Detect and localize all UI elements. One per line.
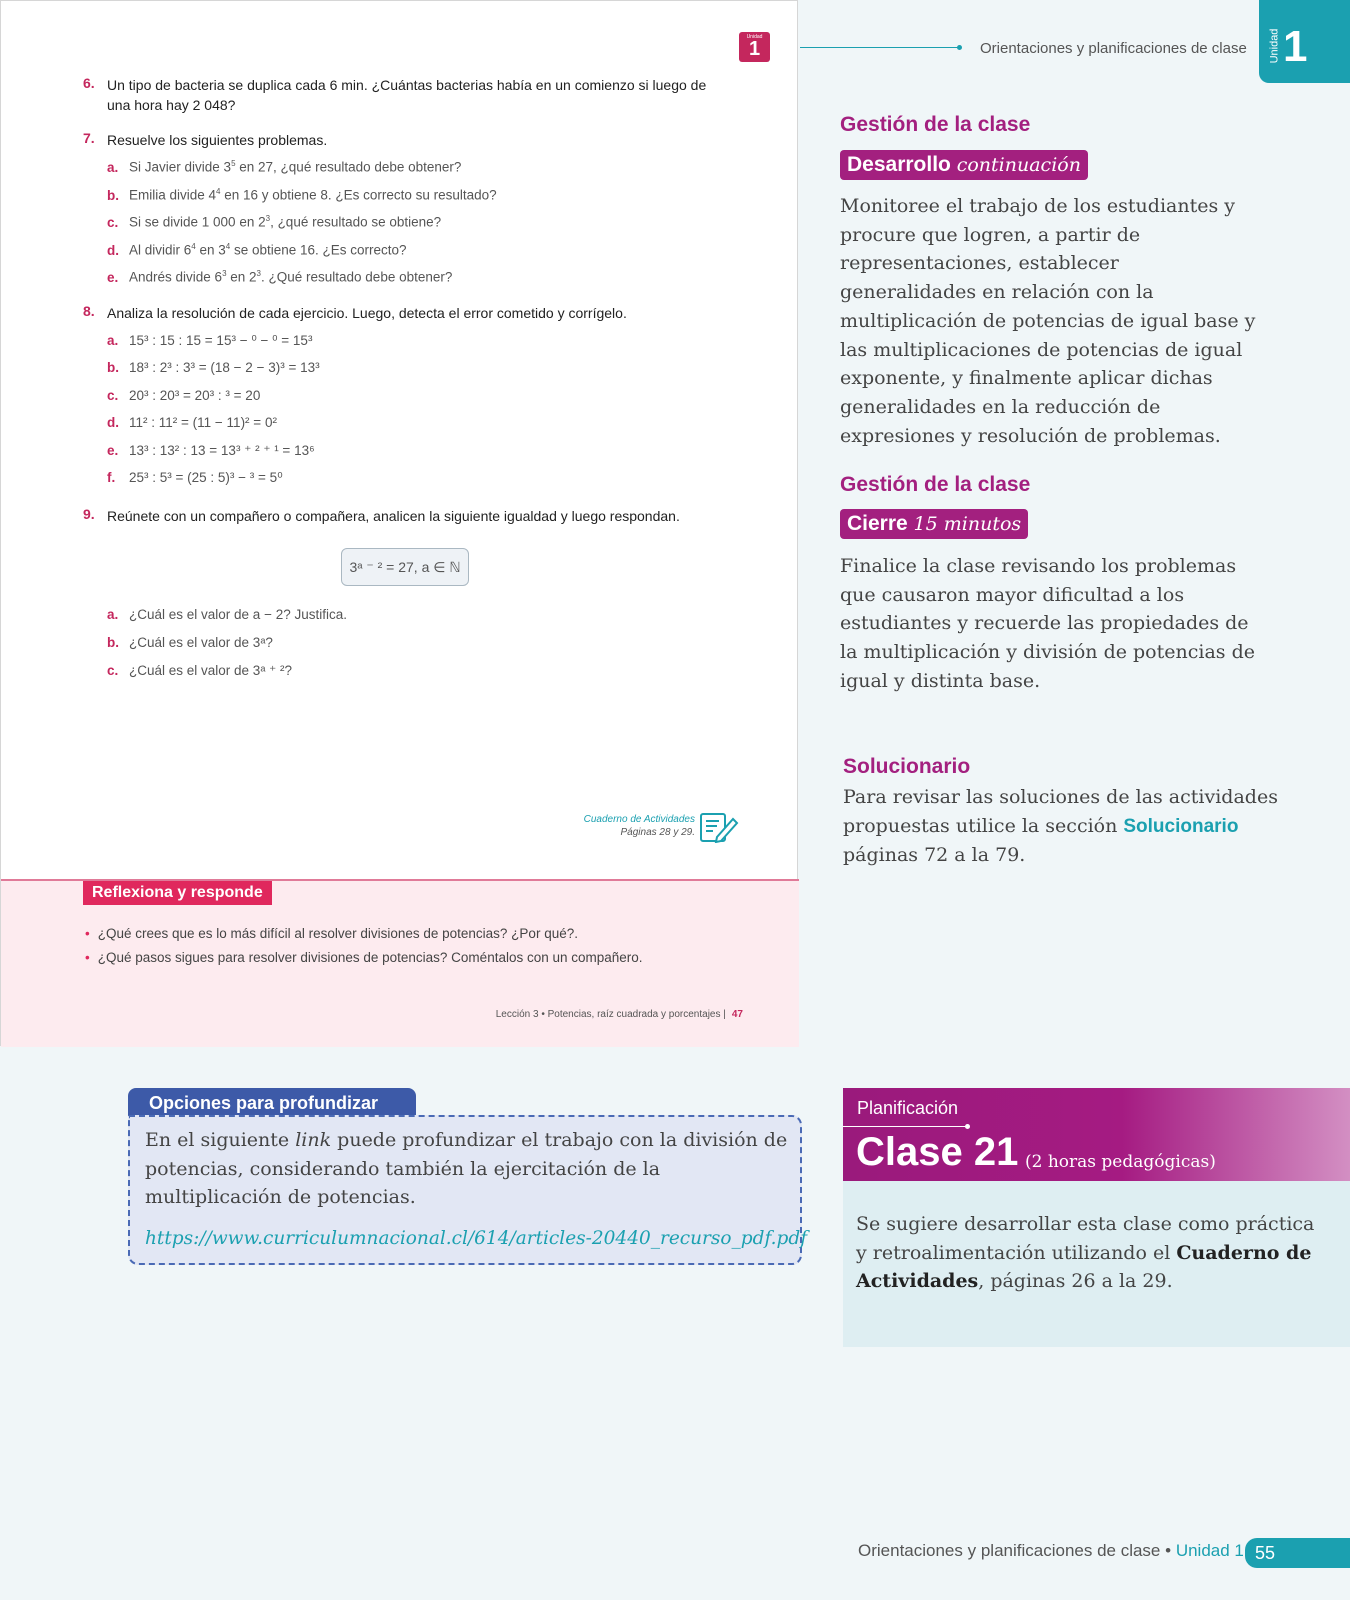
planificacion-body	[856, 1210, 1326, 1296]
profundizar-text	[145, 1126, 795, 1212]
item-text: en 3	[195, 242, 226, 258]
item-letter: a.	[107, 333, 119, 348]
item-letter: c.	[107, 663, 119, 678]
exercise-number: 9.	[83, 506, 95, 522]
exercise-7-item	[107, 187, 497, 203]
profundizar-text-emphasis: link	[295, 1129, 332, 1151]
phase-detail: continuación	[956, 154, 1081, 176]
reflexiona-section	[1, 879, 799, 1047]
reflexiona-item	[85, 950, 643, 965]
phase-badge-cierre	[840, 509, 1028, 539]
unit-badge	[739, 32, 770, 62]
exercise-8-item	[107, 360, 320, 375]
solucionario-title: Solucionario	[843, 755, 971, 778]
header-rule	[800, 47, 960, 48]
item-text: Emilia divide 4	[129, 187, 217, 203]
unit-tab-label: Unidad	[1268, 28, 1281, 64]
item-text: 11² : 11² = (11 − 11)² = 0²	[129, 415, 277, 430]
exercise-8-item	[107, 443, 315, 459]
footer-unit: Unidad 1	[1175, 1541, 1244, 1560]
exercise-7-item	[107, 242, 407, 258]
profundizar-title: Opciones para profundizar	[128, 1088, 416, 1118]
exercise-7-item	[107, 159, 461, 175]
solucionario-body	[843, 783, 1283, 870]
item-text: , ¿qué resultado se obtiene?	[270, 214, 442, 230]
item-text: Si se divide 1 000 en 2	[129, 214, 266, 230]
item-text: en 2	[226, 269, 257, 285]
gestion-body: Monitoree el trabajo de los estudiantes y procure que logren, a partir de representaciones, establecer generalidades en relación con la multiplicación de potencias de igual base y las multiplicaciones de potencias de igual exponente, y finalmente aplicar dichas generalidades en la reducción de expresiones y resolución de problemas.	[840, 195, 1256, 447]
exercise-number: 8.	[83, 303, 95, 319]
item-exponent: 4	[216, 187, 221, 196]
student-page	[0, 0, 798, 1046]
exercise-8-item	[107, 415, 277, 430]
exercise-9-item	[107, 607, 347, 622]
cuaderno-pages: Páginas 28 y 29.	[620, 827, 695, 838]
exercise-8-item	[107, 333, 312, 349]
item-letter: b.	[107, 187, 119, 203]
exercise-text: Resuelve los siguientes problemas.	[107, 132, 328, 148]
unit-badge-number: 1	[748, 38, 761, 60]
item-exponent: 3	[256, 269, 261, 278]
item-text: en 16 y obtiene 8. ¿Es correcto su resultado?	[220, 187, 497, 203]
exercise-8-item	[107, 470, 283, 486]
gestion-heading: Gestión de la clase	[840, 113, 1031, 136]
phase-detail: 15 minutos	[913, 513, 1022, 535]
item-letter: b.	[107, 635, 119, 650]
footer-text: Orientaciones y planificaciones de clase •	[858, 1541, 1172, 1560]
item-text: 25³ : 5³ = (25 : 5)³ − ³ = 5⁰	[129, 470, 283, 485]
item-letter: d.	[107, 242, 119, 258]
item-text: Andrés divide 6	[129, 269, 223, 285]
item-letter: e.	[107, 269, 119, 285]
item-text: . ¿Qué resultado debe obtener?	[261, 269, 453, 285]
planificacion-text: , páginas 26 a la 29.	[978, 1270, 1173, 1293]
header-title: Orientaciones y planificaciones de clase	[980, 40, 1247, 57]
planificacion-text: Se sugiere desarrollar esta clase como práctica y retroalimentación utilizando el	[856, 1213, 1315, 1264]
exercise-text: Reúnete con un compañero o compañera, analicen la siguiente igualdad y luego respondan.	[107, 508, 680, 524]
page-number: 55	[1245, 1538, 1350, 1568]
exercise-9	[83, 506, 743, 526]
exercise-9-item	[107, 663, 292, 679]
item-exponent: 4	[191, 242, 196, 251]
exercise-number: 7.	[83, 130, 95, 146]
cuaderno-title: Cuaderno de Actividades	[583, 814, 695, 825]
phase-name: Cierre	[847, 512, 908, 535]
item-text: 15³ : 15 : 15 = 15³ − ⁰ − ⁰ = 15³	[129, 333, 313, 348]
solucionario-text: páginas 72 a la 79.	[843, 844, 1026, 867]
profundizar-text-part: En el siguiente	[145, 1129, 296, 1151]
planificacion-rule-dot	[965, 1124, 970, 1129]
item-text: se obtiene 16. ¿Es correcto?	[230, 242, 407, 258]
exercise-9-item	[107, 635, 273, 650]
page-footer	[858, 1541, 1244, 1561]
item-exponent: 5	[231, 159, 236, 168]
item-letter: a.	[107, 607, 119, 622]
item-letter: b.	[107, 360, 119, 375]
item-letter: a.	[107, 159, 119, 175]
item-text: 13³ : 13² : 13 = 13³ ⁺ ² ⁺ ¹ = 13⁶	[129, 443, 315, 458]
reflexiona-item	[85, 926, 578, 941]
item-exponent: 3	[222, 269, 227, 278]
exercise-number: 6.	[83, 75, 95, 91]
item-text: 20³ : 20³ = 20³ : ³ = 20	[129, 388, 261, 403]
item-letter: c.	[107, 214, 119, 230]
planificacion-text-bold: Cuaderno de Actividades	[856, 1241, 1312, 1293]
planificacion-header	[843, 1088, 1350, 1181]
clase-number: Clase 21	[856, 1130, 1019, 1174]
exercise-7-item	[107, 269, 452, 285]
item-letter: c.	[107, 388, 119, 403]
formula-box: 3ᵃ ⁻ ² = 27, a ∈ ℕ	[341, 548, 469, 586]
student-page-footer: Lección 3 • Potencias, raíz cuadrada y porcentajes | 47	[495, 1009, 743, 1020]
bullet-icon: •	[85, 950, 90, 965]
item-text: Al dividir 6	[129, 242, 192, 258]
lesson-footer-text: Lección 3 • Potencias, raíz cuadrada y porcentajes	[495, 1009, 721, 1020]
item-letter: f.	[107, 470, 116, 485]
phase-badge-desarrollo	[840, 150, 1088, 180]
unit-tab	[1259, 0, 1350, 83]
notebook-pencil-icon	[699, 811, 739, 843]
phase-name: Desarrollo	[847, 153, 951, 176]
gestion-heading: Gestión de la clase	[840, 473, 1031, 496]
item-text: ¿Cuál es el valor de a − 2? Justifica.	[129, 607, 347, 622]
item-text: Si Javier divide 3	[129, 159, 232, 175]
item-letter: e.	[107, 443, 119, 458]
item-text: ¿Cuál es el valor de 3ᵃ?	[129, 635, 273, 650]
profundizar-text-part: puede profundizar el trabajo con la división de potencias, considerando también la ejercitación de la multiplicación de potencias.	[145, 1129, 788, 1209]
item-exponent: 4	[225, 242, 231, 251]
item-text: en 27, ¿qué resultado debe obtener?	[235, 159, 462, 175]
exercise-8	[83, 303, 743, 323]
reflexiona-item-text: ¿Qué crees que es lo más difícil al resolver divisiones de potencias? ¿Por qué?.	[97, 926, 578, 941]
item-text: ¿Cuál es el valor de 3ᵃ ⁺ ²?	[129, 663, 292, 678]
exercise-8-item	[107, 388, 260, 403]
solucionario-text: Para revisar las soluciones de las actividades propuestas utilice la sección	[843, 786, 1278, 837]
bullet-icon: •	[85, 926, 90, 941]
reflexiona-item-text: ¿Qué pasos sigues para resolver divisiones de potencias? Coméntalos con un compañero.	[97, 950, 643, 965]
unit-badge-label: Unidad	[746, 34, 763, 40]
exercise-text: Un tipo de bacteria se duplica cada 6 min. ¿Cuántas bacterias había en un comienzo si luego de una hora hay 2 048?	[107, 77, 707, 113]
student-page-number: 47	[731, 1009, 743, 1020]
header-rule-dot	[957, 45, 962, 50]
solucionario-link[interactable]: Solucionario	[1123, 815, 1239, 837]
reflexiona-title: Reflexiona y responde	[83, 881, 272, 905]
exercise-7-item	[107, 214, 441, 230]
exercise-7	[83, 130, 743, 150]
gestion-body: Finalice la clase revisando los problemas que causaron mayor dificultad a los estudiantes y recuerde las propiedades de la multiplicación y división de potencias de igual y distinta base.	[840, 555, 1255, 692]
item-text: 18³ : 2³ : 3³ = (18 − 2 − 3)³ = 13³	[129, 360, 320, 375]
planificacion-rule	[843, 1126, 968, 1127]
exercise-6	[83, 75, 743, 115]
item-letter: d.	[107, 415, 119, 430]
item-exponent: 3	[265, 214, 271, 223]
clase-hours: (2 horas pedagógicas)	[1025, 1152, 1216, 1172]
exercise-text: Analiza la resolución de cada ejercicio. Luego, detecta el error cometido y corrígelo.	[107, 305, 627, 321]
planificacion-label: Planificación	[857, 1098, 959, 1118]
unit-tab-number: 1	[1283, 22, 1308, 71]
cuaderno-reference	[561, 813, 695, 839]
profundizar-url-link[interactable]: https://www.curriculumnacional.cl/614/articles-20440_recurso_pdf.pdf	[145, 1228, 808, 1249]
